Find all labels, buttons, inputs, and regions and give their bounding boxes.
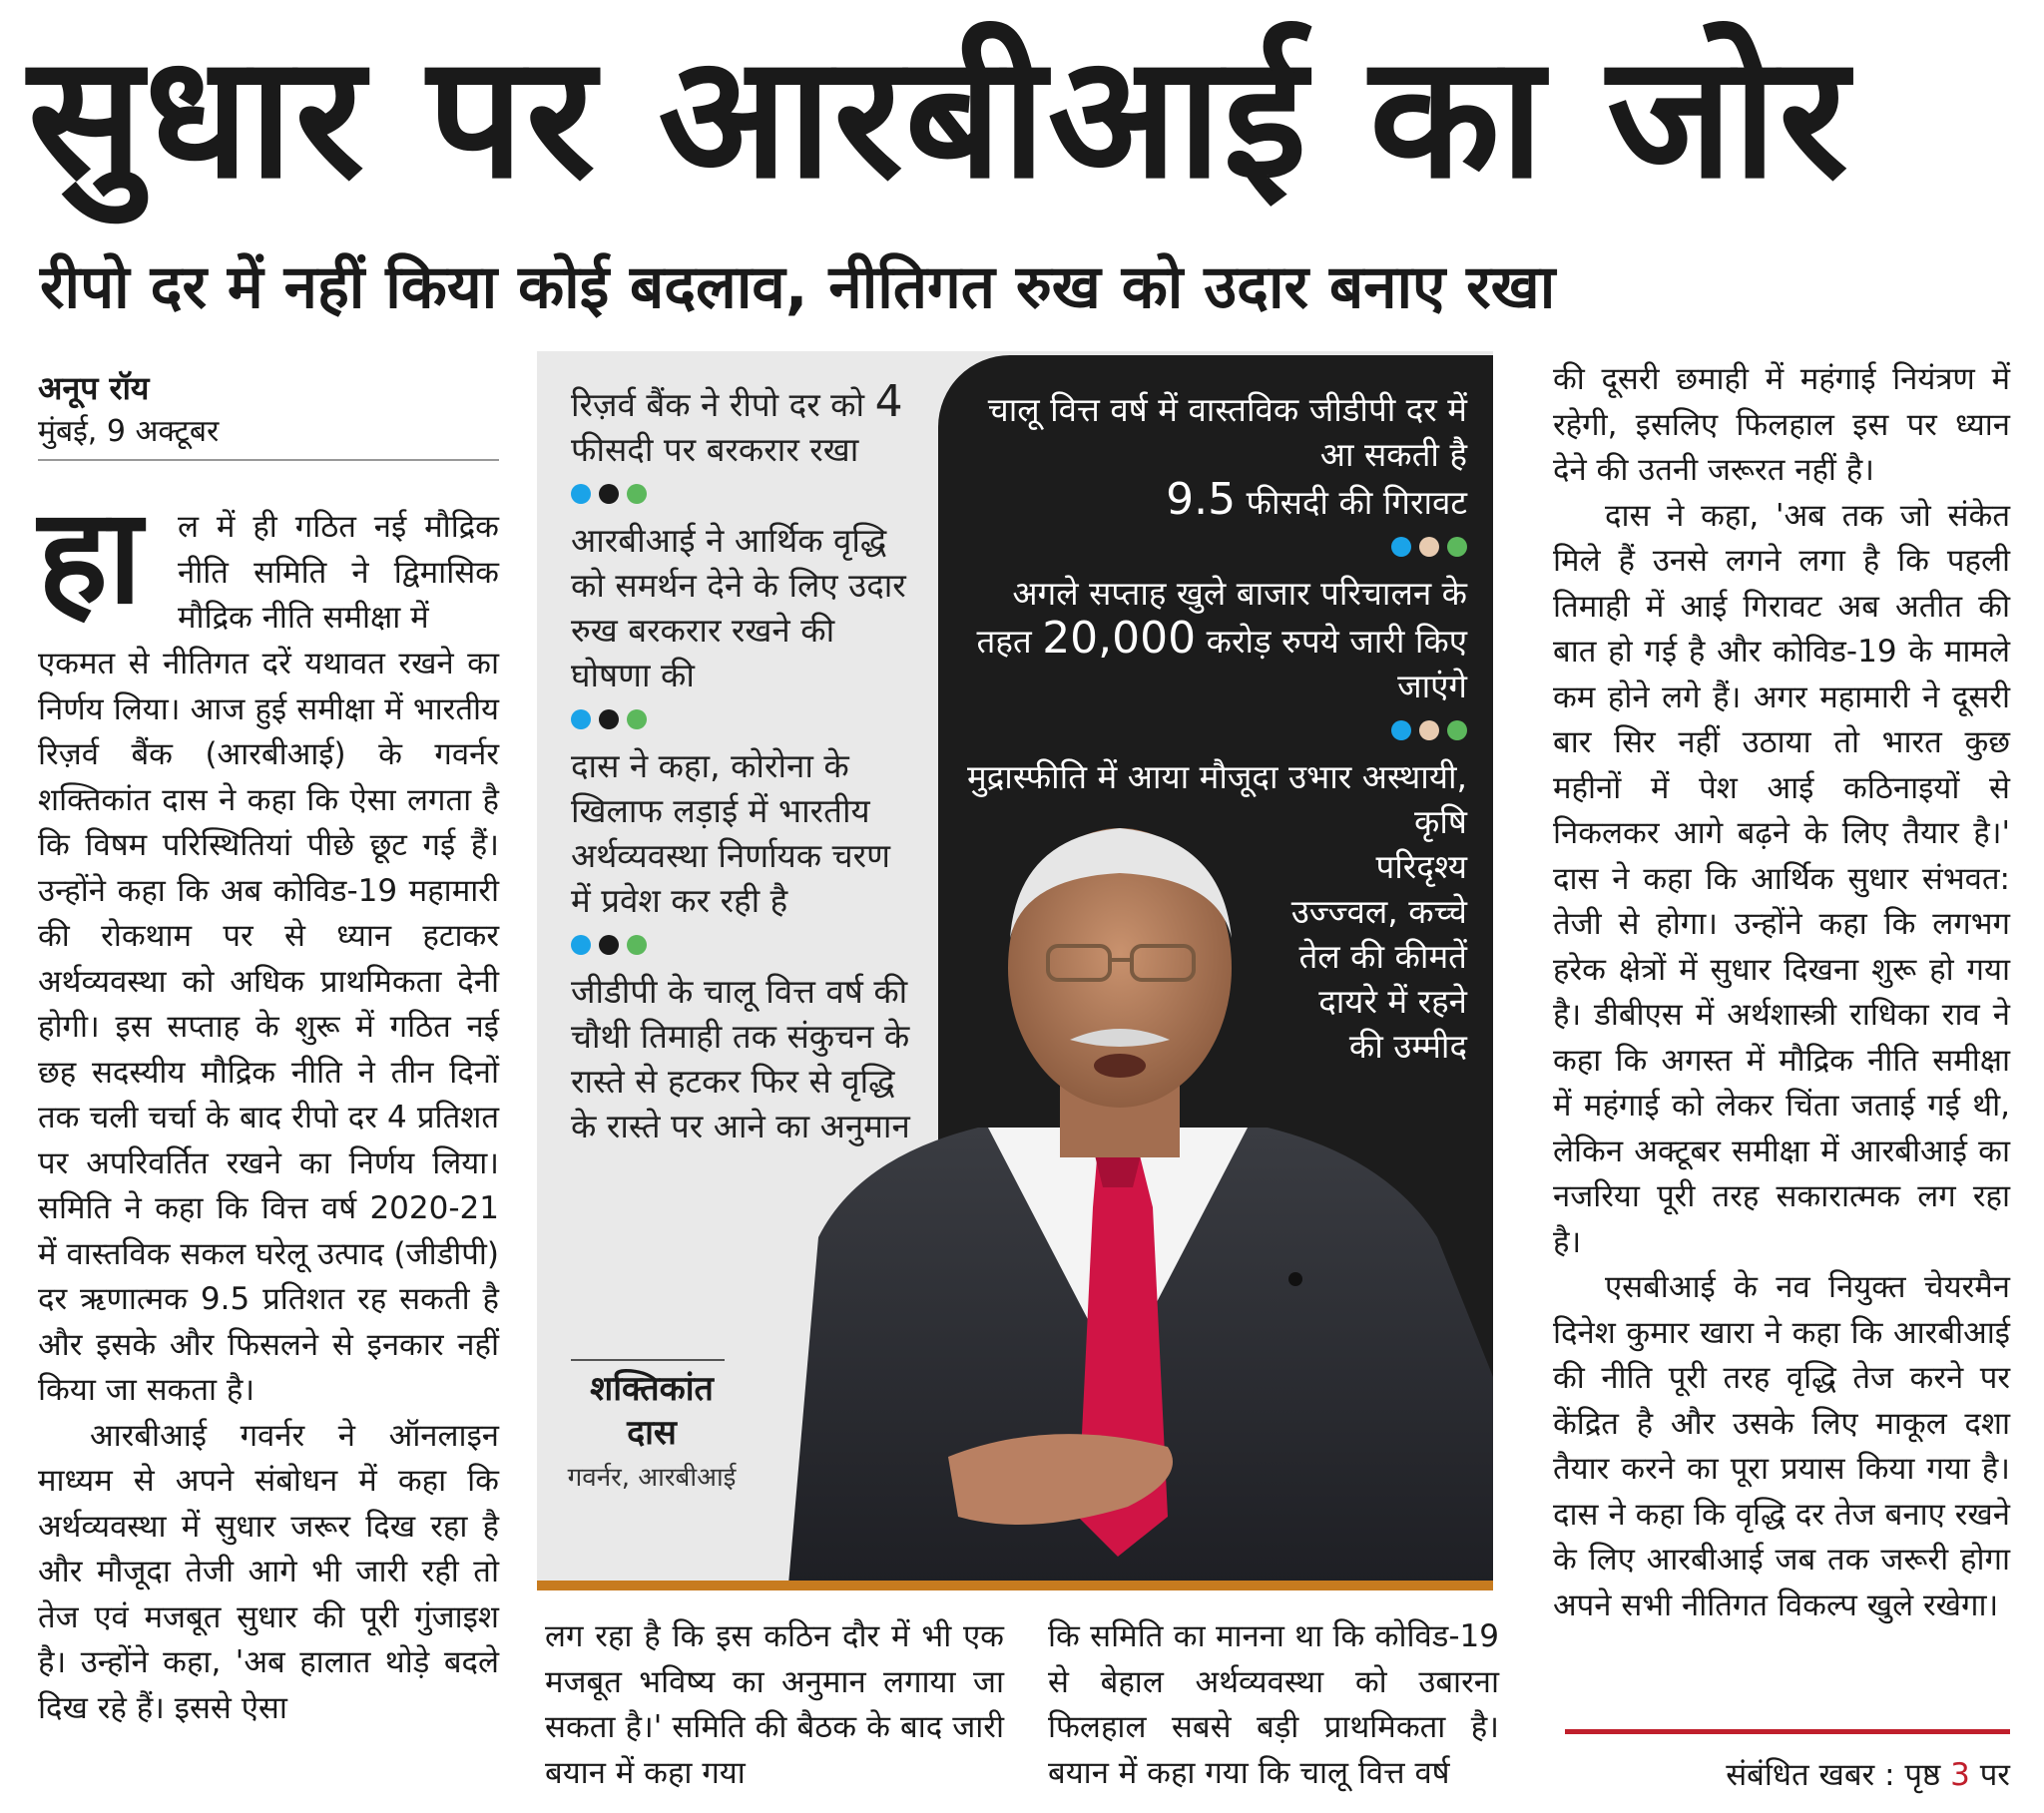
paragraph: एकमत से नीतिगत दरें यथावत रखने का निर्णय लिया। आज हुई समीक्षा में भारतीय रिज़र्व बैंक (आरबीआई) के गवर्नर शक्तिकांत दास ने कहा कि ऐसा लगता है कि विषम परिस्थितियां पीछे छूट गई हैं। उन्होंने कहा कि अब कोविड-19 महामारी की रोकथाम पर से ध्यान हटाकर अर्थव्यवस्था को अधिक प्राथमिकता देनी होगी। इस सप्ताह के शुरू में गठित नई छह सदस्यीय मौद्रिक नीति ने तीन दिनों तक चली चर्चा के बाद रीपो दर 4 प्रतिशत पर अपरिवर्तित रखने का निर्णय लिया। समिति ने कहा कि वित्त वर्ष 2020-21 में वास्तविक सकल घरेलू उत्पाद (जीडीपी) दर ऋणात्मक 9.5 प्रतिशत रह सकती है और इसके और फिसलने से इनकार नहीं किया जा सकता है।: [38, 646, 499, 1408]
highlights-left-column: [571, 376, 910, 1152]
nameplate-divider: [571, 1359, 725, 1361]
highlight-item: आरबीआई ने आर्थिक वृद्धि को समर्थन देने के लिए उदार रुख बरकरार रखने की घोषणा की: [571, 521, 906, 694]
headline: सुधार पर आरबीआई का जोर: [28, 19, 1850, 217]
bullet-dots: [571, 929, 910, 961]
blue-dot-icon: [571, 484, 591, 504]
highlight-item: दास ने कहा, कोरोना के खिलाफ लड़ाई में भारतीय अर्थव्यवस्था निर्णायक चरण में प्रवेश कर रही है: [571, 746, 890, 920]
highlight-item: मुद्रास्फीति में आया मौजूदा उभार अस्थायी, कृषि: [967, 757, 1467, 841]
beige-dot-icon: [1419, 537, 1439, 557]
beige-dot-icon: [1419, 720, 1439, 740]
highlight-item: चालू वित्त वर्ष में वास्तविक जीडीपी दर में आ सकती है 9.5 फीसदी की गिरावट: [987, 390, 1467, 525]
bullet-dots: [958, 714, 1467, 746]
black-dot-icon: [599, 709, 619, 729]
byline-divider: [38, 459, 499, 461]
paragraph: दास ने कहा, 'अब तक जो संकेत मिले हैं उनसे लगने लगा है कि पहली तिमाही में आई गिरावट अब अतीत की बात हो गई है और कोविड-19 के मामले कम होने लगे हैं। अगर महामारी ने दूसरी बार सिर नहीं उठाया तो भारत कुछ महीनों में पेश आई कठिनाइयों से निकलकर आगे बढ़ने के लिए तैयार है।' दास ने कहा कि आर्थिक सुधार संभवत: तेजी से होगा। उन्होंने कहा कि लगभग हरेक क्षेत्रों में सुधार दिखना शुरू हो गया है। डीबीएस में अर्थशास्त्री राधिका राव ने कहा कि अगस्त में मौद्रिक नीति समीक्षा में महंगाई को लेकर चिंता जताई गई थी, लेकिन अक्टूबर समीक्षा में आरबीआई का नजरिया पूरी तरह सकारात्मक लग रहा है।: [1553, 497, 2010, 1260]
green-dot-icon: [627, 935, 647, 955]
highlight-item: जीडीपी के चालू वित्त वर्ष की चौथी तिमाही तक संकुचन के रास्ते से हटकर फिर से वृद्धि के रास्ते पर आने का अनुमान: [571, 972, 910, 1145]
article-column-2: [545, 1614, 1004, 1796]
green-dot-icon: [1447, 720, 1467, 740]
highlight-item-continued: परिदृश्य उज्ज्वल, कच्चे तेल की कीमतें दायरे में रहने की उम्मीद: [1290, 847, 1467, 1066]
bullet-dots: [958, 531, 1467, 563]
green-dot-icon: [627, 709, 647, 729]
feature-bottom-rule: [537, 1581, 1493, 1590]
subheadline: रीपो दर में नहीं किया कोई बदलाव, नीतिगत रुख को उदार बनाए रखा: [40, 252, 1556, 322]
person-name: शक्तिकांत दास: [590, 1369, 714, 1453]
drop-cap: हा: [38, 480, 143, 634]
bullet-dots: [571, 478, 910, 510]
byline-author: अनूप रॉय: [38, 369, 150, 407]
related-divider: [1565, 1729, 2010, 1734]
paragraph: आरबीआई गवर्नर ने ऑनलाइन माध्यम से अपने संबोधन में कहा कि अर्थव्यवस्था में सुधार जरूर दिख रहा है और मौजूदा तेजी आगे भी जारी रही तो तेज एवं मजबूत सुधार की पूरी गुंजाइश है। उन्होंने कहा, 'अब हालात थोड़े बदले दिख रहे हैं। इससे ऐसा: [38, 1417, 499, 1726]
paragraph: की दूसरी छमाही में महंगाई नियंत्रण में रहेगी, इसलिए फिलहाल इस पर ध्यान देने की उतनी जरूरत नहीं है।: [1553, 361, 2010, 488]
paragraph: लग रहा है कि इस कठिन दौर में भी एक मजबूत भविष्य का अनुमान लगाया जा सकता है।' समिति की बैठक के बाद जारी बयान में कहा गया: [545, 1618, 1004, 1791]
article-column-1: [38, 642, 499, 1731]
black-dot-icon: [599, 484, 619, 504]
related-news-link[interactable]: संबंधित खबर : पृष्ठ 3 पर: [1726, 1757, 2010, 1793]
article-lead: [178, 505, 499, 642]
lead-text: ल में ही गठित नई मौद्रिक नीति समिति ने द्विमासिक मौद्रिक नीति समीक्षा में: [178, 509, 499, 636]
related-page-number: 3: [1950, 1757, 1970, 1793]
bullet-dots: [571, 703, 910, 735]
highlights-right-column: [958, 387, 1467, 1069]
green-dot-icon: [1447, 537, 1467, 557]
blue-dot-icon: [1391, 720, 1411, 740]
blue-dot-icon: [1391, 537, 1411, 557]
green-dot-icon: [627, 484, 647, 504]
article-column-3: [1048, 1614, 1499, 1796]
highlight-item: रिज़र्व बैंक ने रीपो दर को 4 फीसदी पर बरकरार रखा: [571, 376, 903, 469]
article-column-4: [1553, 357, 2010, 1628]
highlight-item: अगले सप्ताह खुले बाजार परिचालन के तहत 20,000 करोड़ रुपये जारी किए जाएंगे: [976, 574, 1467, 705]
person-nameplate: [567, 1367, 737, 1495]
paragraph: कि समिति का मानना था कि कोविड-19 से बेहाल अर्थव्यवस्था को उबारना फिलहाल सबसे बड़ी प्राथमिकता है। बयान में कहा गया कि चालू वित्त वर्ष: [1048, 1618, 1499, 1791]
byline-dateline: मुंबई, 9 अक्टूबर: [38, 414, 220, 449]
person-title: गवर्नर, आरबीआई: [567, 1463, 737, 1493]
black-dot-icon: [599, 935, 619, 955]
paragraph: एसबीआई के नव नियुक्त चेयरमैन दिनेश कुमार खारा ने कहा कि आरबीआई की नीति पूरी तरह वृद्धि तेज करने पर केंद्रित है और उसके लिए माकूल दशा तैयार करने का पूरा प्रयास किया गया है। दास ने कहा कि वृद्धि दर तेज बनाए रखने के लिए आरबीआई जब तक जरूरी होगा अपने सभी नीतिगत विकल्प खुले रखेगा।: [1553, 1269, 2010, 1623]
blue-dot-icon: [571, 935, 591, 955]
blue-dot-icon: [571, 709, 591, 729]
